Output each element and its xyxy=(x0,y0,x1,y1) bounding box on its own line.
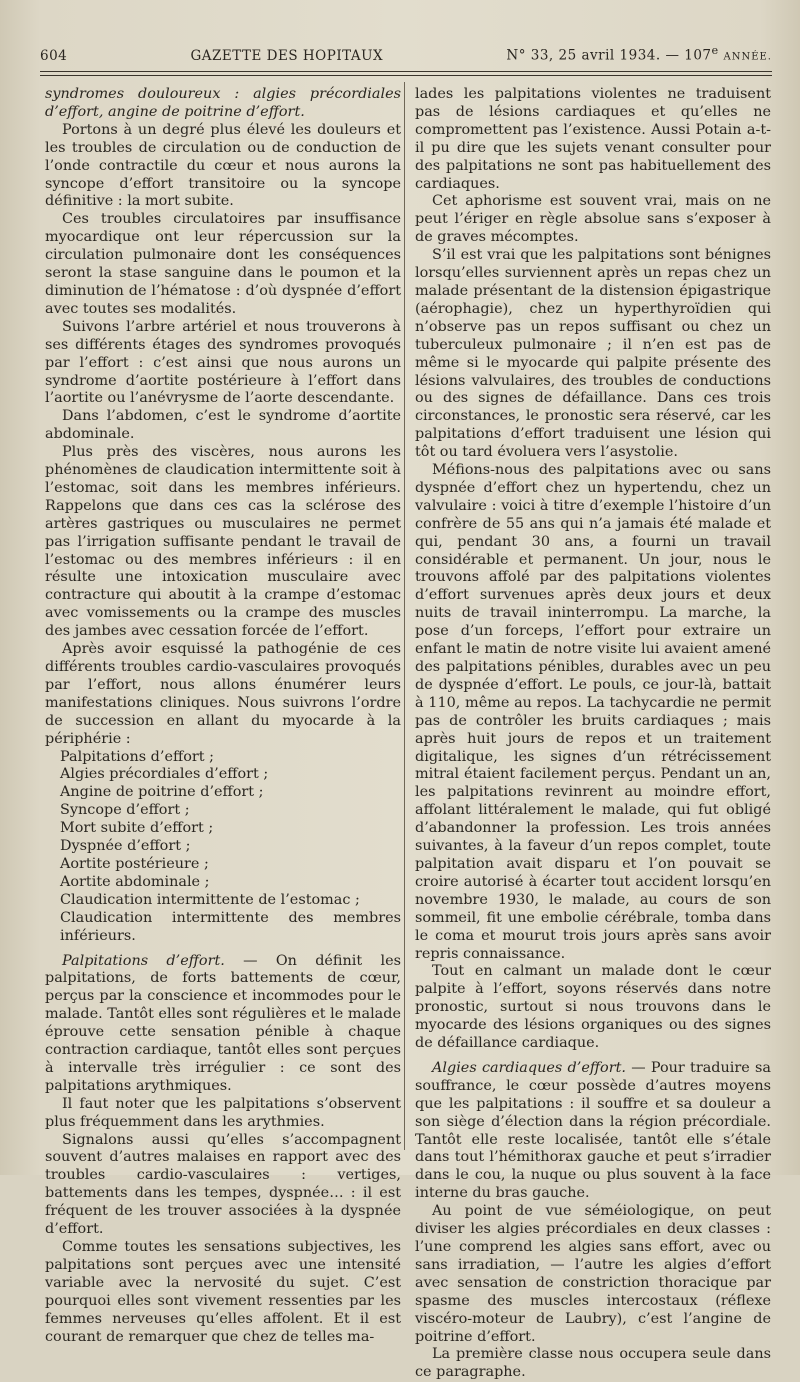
paragraph: Portons à un degré plus élevé les douleurs et les troubles de circulation ou de conduction de l’onde contractile du cœur et nous aurons la syncope d’effort transitoire ou la syncope définitive : la mort subite. xyxy=(45,121,401,210)
issue-date: N° 33, 25 avril 1934. — 107 xyxy=(506,47,712,64)
paragraph: Méfions-nous des palpitations avec ou sans dyspnée d’effort chez un hypertendu, chez un valvulaire : voici à titre d’exemple l’histoire d’un confrère de 55 ans qui n’a jamais été malade et qui, pendant 30 ans, a fourni un travail considérable et permanent. Un jour, nous le trouvons affolé par des palpitations violentes d’effort survenues après deux jours et deux nuits de travail ininterrompu. La marche, la pose d’un forceps, l’effort pour extraire un enfant le matin de notre visite lui avaient amené des palpitations pénibles, durables avec un peu de dyspnée d’effort. Le pouls, ce jour-là, battait à 110, même au repos. La tachycardie ne permit pas de contrôler les bruits cardiaques ; mais après huit jours de repos et un traitement digitalique, les signes d’un rétrécissement mitral étaient facilement perçus. Pendant un an, les palpitations revinrent au moindre effort, affolant littéralement le malade, qui fut obligé d’abandonner la profession. Les trois années suivantes, à la faveur d’un repos complet, toute palpitation avait disparu et l’on pouvait se croire autorisé à écarter tout accident lorsqu’en novembre 1930, le malade, au cours de son sommeil, fit une embolie cérébrale, tomba dans le coma et mourut trois jours après sans avoir repris connaissance. xyxy=(415,462,771,962)
issue-suffix: e xyxy=(711,44,719,57)
paragraph: S’il est vrai que les palpitations sont bénignes lorsqu’elles surviennent après un repas chez un malade présentant de la distension épigastrique (aérophagie), chez un hyperthyroïdien qui n’observe pas un repos suffisant ou chez un tuberculeux pulmonaire ; il n’en est pas de même si le myocarde qui palpite présente des lésions valvulaires, des troubles de conductions ou des signes de défaillance. Dans ces trois circonstances, le pronostic sera réservé, car les palpitations d’effort traduisent une lésion qui tôt ou tard évoluera vers l’asystolie. xyxy=(415,247,771,461)
header-rule-top xyxy=(40,71,772,72)
column-divider xyxy=(404,82,405,1150)
paragraph: Il faut noter que les palpitations s’observent plus fréquemment dans les arythmies. xyxy=(45,1095,401,1130)
list-item: Claudication intermittente des membres inférieurs. xyxy=(60,909,401,944)
paragraph xyxy=(45,953,401,1096)
list-item: Algies précordiales d’effort ; xyxy=(60,766,269,783)
paragraph: La première classe nous occupera seule dans ce paragraphe. xyxy=(415,1346,771,1381)
paragraph: Suivons l’arbre artériel et nous trouverons à ses différents étages des syndromes provoqués par l’effort : c’est ainsi que nous aurons un syndrome d’aortite postérieure à l’effort dans l’aortite ou l’anévrysme de l’aorte descendante. xyxy=(45,318,401,407)
paragraph-text: — On définit les palpitations, de forts battements de cœur, perçus par la conscience et incommodes pour le malade. Tantôt elles sont régulières et le malade éprouve cette sensation pénible à chaque contraction cardiaque, tantôt elles sont perçues à intervalle très irrégulier : ce sont des palpitations arythmiques. xyxy=(45,952,401,1094)
section-title: Palpitations d’effort. xyxy=(62,952,225,969)
paragraph-text: syndromes douloureux : algies précordiales d’effort, angine de poitrine d’effort. xyxy=(45,86,401,120)
paragraph: Ces troubles circulatoires par insuffisance myocardique ont leur répercussion sur la circulation pulmonaire dont les conséquences seront la stase sanguine dans le poumon et la diminution de l’hématose : d’où dyspnée d’effort avec toutes ses modalités. xyxy=(45,211,401,317)
symptom-list xyxy=(45,749,401,946)
issue-label: ANNÉE. xyxy=(723,51,772,63)
paragraph: lades les palpitations violentes ne traduisent pas de lésions cardiaques et qu’elles ne compromettent pas l’existence. Aussi Potain a-t-il pu dire que les sujets venant consulter pour des palpitations ne sont pas habituellement des cardiaques. xyxy=(415,86,771,192)
left-column xyxy=(45,86,401,1346)
paragraph: Comme toutes les sensations subjectives, les palpitations sont perçues avec une intensité variable avec la nervosité du sujet. C’est pourquoi elles sont vivement ressenties par les femmes nerveuses qu’elles affolent. Et il est courant de remarquer que chez de telles ma- xyxy=(45,1239,401,1345)
issue-info xyxy=(506,44,772,64)
list-item: Angine de poitrine d’effort ; xyxy=(60,784,264,801)
list-item: Claudication intermittente de l’estomac ; xyxy=(60,891,360,908)
paragraph: Après avoir esquissé la pathogénie de ces différents troubles cardio-vasculaires provoqués par l’effort, nous allons énumérer leurs manifestations cliniques. Nous suivrons l’ordre de succession en allant du myocarde à la périphérie : xyxy=(45,641,401,747)
list-item: Dyspnée d’effort ; xyxy=(60,838,191,855)
running-header xyxy=(40,44,772,64)
list-item: Aortite postérieure ; xyxy=(60,855,209,872)
journal-title: GAZETTE DES HOPITAUX xyxy=(190,47,384,64)
section-title: Algies cardiaques d’effort. xyxy=(432,1059,626,1076)
paragraph: Au point de vue séméiologique, on peut diviser les algies précordiales en deux classes : l’une comprend les algies sans effort, avec ou sans irradiation, — l’autre les algies d’effort avec sensation de constriction thoracique par spasme des muscles intercostaux (réflexe viscéro-moteur de Laubry), c’est l’angine de poitrine d’effort. xyxy=(415,1203,771,1345)
paragraph: Dans l’abdomen, c’est le syndrome d’aortite abdominale. xyxy=(45,408,401,443)
paragraph xyxy=(45,86,401,122)
list-item: Syncope d’effort ; xyxy=(60,802,190,819)
header-rule-bottom xyxy=(40,75,772,76)
paragraph-text: — Pour traduire sa souffrance, le cœur possède d’autres moyens que les palpitations : il souffre et sa douleur a son siège d’élection dans la région précordiale. Tantôt elle reste localisée, tantôt elle s’étale dans tout l’hémithorax gauche et peut s’irradier dans le cou, la nuque ou plus souvent à la face interne du bras gauche. xyxy=(415,1059,771,1202)
paragraph: Cet aphorisme est souvent vrai, mais on ne peut l’ériger en règle absolue sans s’exposer à de graves mécomptes. xyxy=(415,193,771,246)
list-item: Aortite abdominale ; xyxy=(60,873,210,890)
paragraph xyxy=(415,1060,771,1203)
list-item: Palpitations d’effort ; xyxy=(60,748,214,765)
right-column xyxy=(415,86,771,1382)
page-number: 604 xyxy=(40,47,68,64)
paragraph: Signalons aussi qu’elles s’accompagnent souvent d’autres malaises en rapport avec des troubles cardio-vasculaires : vertiges, battements dans les tempes, dyspnée… : il est fréquent de les trouver associées à la dyspnée d’effort. xyxy=(45,1131,401,1238)
paragraph: Plus près des viscères, nous aurons les phénomènes de claudication intermittente soit à l’estomac, soit dans les membres inférieurs. Rappelons que dans ces cas la sclérose des artères gastriques ou musculaires ne permet pas l’irrigation suffisante pendant le travail de l’estomac ou des membres inférieurs : il en résulte une intoxication musculaire avec contracture qui aboutit à la crampe d’estomac avec vomissements ou la crampe des muscles des jambes avec cessation forcée de l’effort. xyxy=(45,444,401,640)
paragraph: Tout en calmant un malade dont le cœur palpite à l’effort, soyons réservés dans notre pronostic, surtout si nous trouvons dans le myocarde des lésions organiques ou des signes de défaillance cardiaque. xyxy=(415,963,771,1052)
list-item: Mort subite d’effort ; xyxy=(60,820,214,837)
